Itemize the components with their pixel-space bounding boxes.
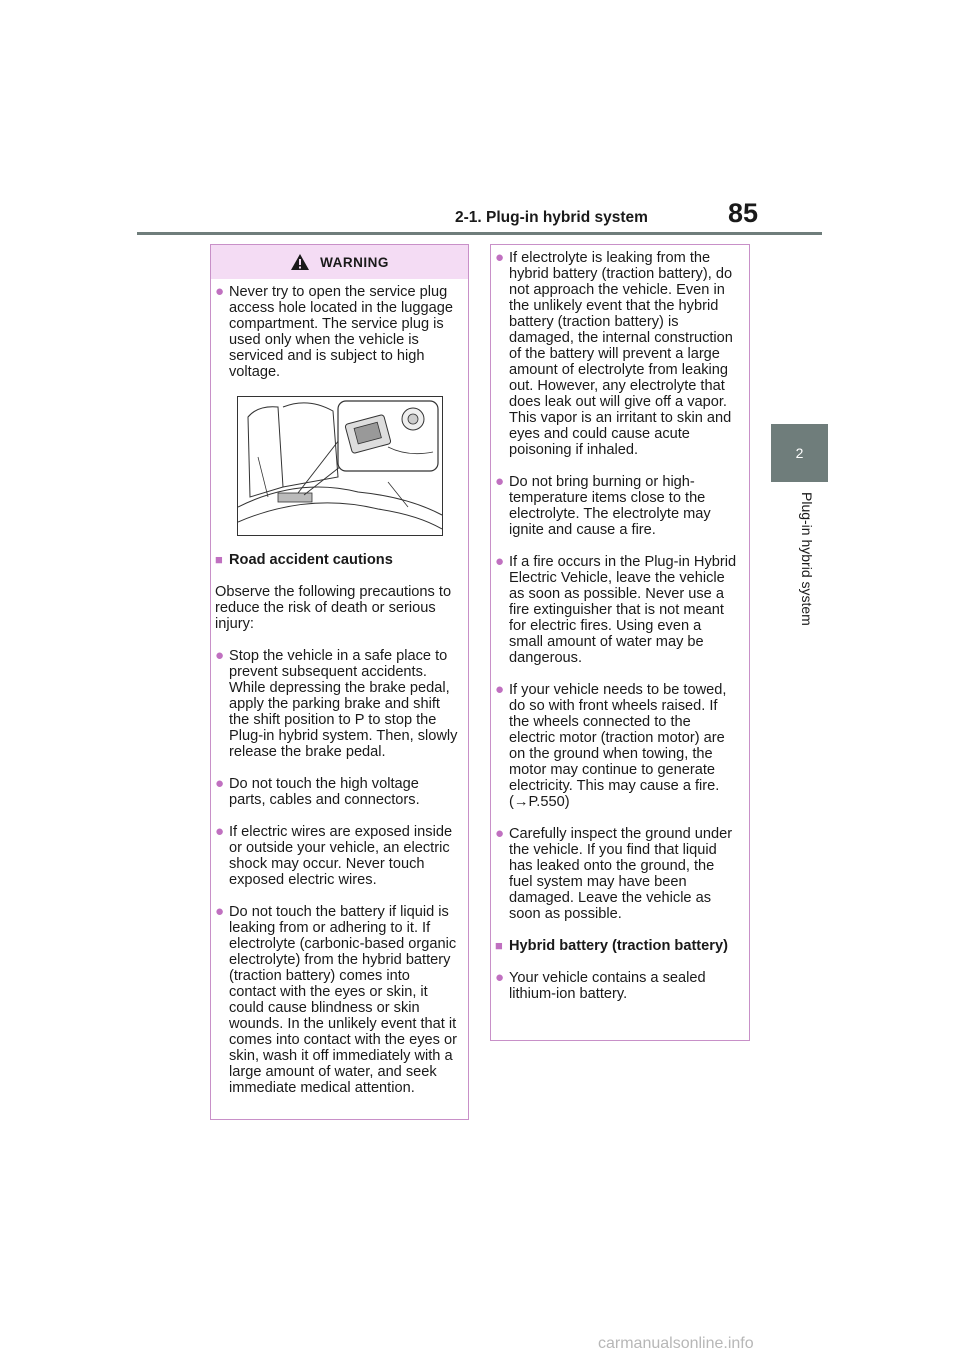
warning-triangle-icon	[290, 253, 310, 271]
bullet-icon: ●	[495, 681, 505, 698]
chapter-label: Plug-in hybrid system	[799, 492, 815, 626]
warning-box-left	[210, 244, 469, 1120]
bullet-icon: ●	[495, 969, 505, 986]
section-title: 2-1. Plug-in hybrid system	[455, 209, 648, 226]
bullet-text: Carefully inspect the ground under the vehicle. If you find that liquid has leaked onto the ground, the fuel system may have been damaged. Leave the vehicle as soon as possible.	[509, 826, 733, 922]
list-item	[495, 554, 739, 666]
bullet-text: If electric wires are exposed inside or outside your vehicle, an electric shock may occur. Never touch exposed electric wires.	[229, 824, 453, 888]
list-item	[495, 826, 739, 922]
bullet-icon: ●	[495, 553, 505, 570]
bullet-text: Never try to open the service plug access hole located in the luggage compartment. The service plug is used only when the vehicle is serviced and is subject to high voltage.	[229, 284, 453, 380]
list-item	[215, 824, 458, 888]
bullet-icon: ●	[215, 903, 225, 920]
list-item	[215, 648, 458, 760]
bullet-icon: ●	[495, 249, 505, 266]
service-plug-illustration	[237, 396, 443, 536]
bullet-text: If a fire occurs in the Plug-in Hybrid Electric Vehicle, leave the vehicle as soon as possible. Never use a fire extinguisher that is not meant for electric fires. Using even a small amount of water may be dangerous.	[509, 554, 737, 666]
chapter-tab	[771, 424, 828, 482]
section-heading	[215, 552, 458, 568]
list-item	[495, 682, 739, 810]
list-item	[495, 250, 739, 458]
bullet-icon: ●	[215, 823, 225, 840]
bullet-icon: ●	[215, 647, 225, 664]
bullet-text: If electrolyte is leaking from the hybrid battery (traction battery), do not approach the vehicle. Even in the unlikely event that the hybrid battery (traction battery) is damaged, the internal construction of the battery will prevent a large amount of electrolyte from leaking out. However, any electrolyte that does leak out will give off a vapor. This vapor is an irritant to skin and eyes and could cause acute poisoning if inhaled.	[509, 250, 733, 458]
bullet-icon: ●	[495, 825, 505, 842]
bullet-icon: ●	[215, 283, 225, 300]
page-number: 85	[728, 198, 759, 228]
list-item	[495, 970, 739, 1002]
bullet-icon: ●	[495, 473, 505, 490]
warning-header	[211, 245, 468, 279]
square-bullet-icon: ■	[495, 938, 503, 953]
bullet-text: Do not touch the high voltage parts, cables and connectors.	[229, 776, 420, 808]
list-item	[215, 904, 458, 1096]
bullet-text: Your vehicle contains a sealed lithium-ion battery.	[509, 970, 706, 1002]
warning-box-right	[490, 244, 750, 1041]
bullet-text: Stop the vehicle in a safe place to prevent subsequent accidents. While depressing the brake pedal, apply the parking brake and shift the shift position to P to stop the Plug-in hybrid system. Then, slowly release the brake pedal.	[229, 648, 458, 760]
bullet-text: If your vehicle needs to be towed, do so with front wheels raised. If the wheels connected to the electric motor (traction motor) are on the ground when towing, the motor may continue to generate electricity. This may cause a fire. (→P.550)	[509, 682, 727, 810]
warning-title: WARNING	[320, 254, 389, 270]
heading-text: Road accident cautions	[229, 552, 393, 568]
list-item	[215, 776, 458, 808]
watermark: carmanualsonline.info	[598, 1335, 754, 1352]
header-rule	[137, 232, 822, 235]
bullet-text: Do not bring burning or high-temperature items close to the electrolyte. The electrolyte may ignite and cause a fire.	[509, 474, 711, 538]
list-item	[215, 284, 458, 380]
square-bullet-icon: ■	[215, 552, 223, 567]
bullet-text: Do not touch the battery if liquid is leaking from or adhering to it. If electrolyte (carbonic-based organic electrolyte) from the hybrid battery (traction battery) comes into contact with the eyes or skin, it could cause blindness or skin wounds. In the unlikely event that it comes into contact with the eyes or skin, wash it off immediately with a large amount of water, and seek immediate medical attention.	[229, 904, 457, 1096]
heading-text: Hybrid battery (traction battery)	[509, 938, 728, 954]
section-heading	[495, 938, 739, 954]
list-item	[495, 474, 739, 538]
chapter-number: 2	[795, 445, 804, 461]
paragraph: Observe the following precautions to reduce the risk of death or serious injury:	[215, 584, 452, 632]
bullet-icon: ●	[215, 775, 225, 792]
